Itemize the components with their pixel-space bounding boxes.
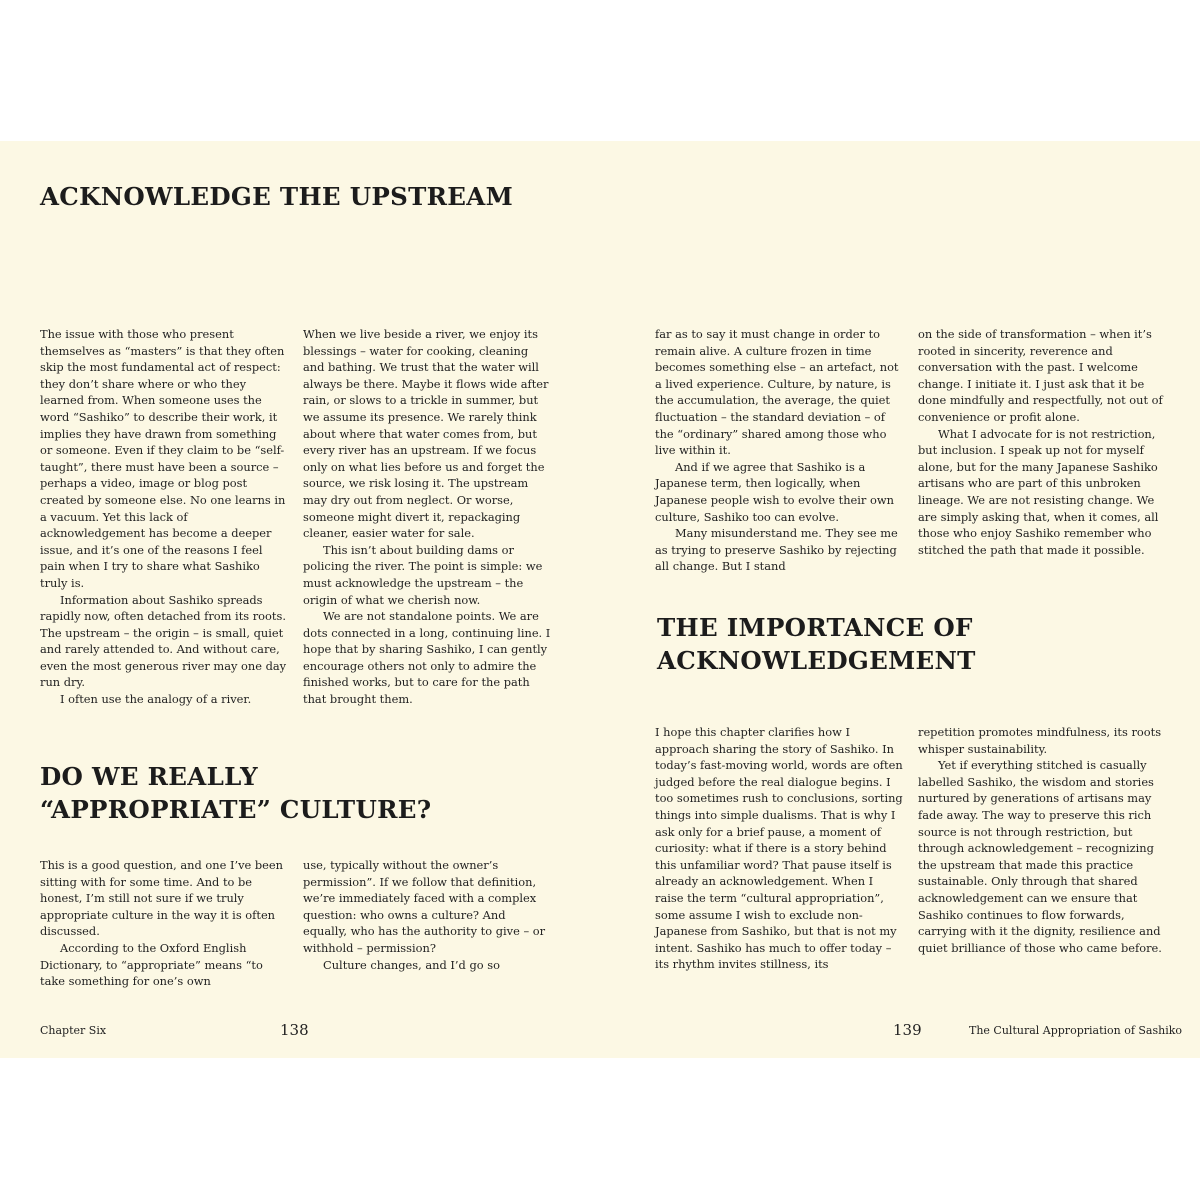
right-section3-column1 <box>655 724 905 973</box>
paragraph: What I advocate for is not restriction, but inclusion. I speak up not for myself alone, but for the many Japanese Sashiko artisans who are part of this unbroken lineage. We are not resisting change. We are simply asking that, when it comes, all those who enjoy Sashiko remember who stitched the path that made it possible. <box>918 426 1159 557</box>
paragraph: I hope this chapter clarifies how I approach sharing the story of Sashiko. In today’s fast-moving world, words are often judged before the real dialogue begins. I too sometimes rush to conclusions, sorting things into simple dualisms. That is why I ask only for a brief pause, a moment of curiosity: what if there is a story behind this unfamiliar word? That pause itself is already an acknowledgement. When I raise the term “cultural appropriation”, some assume I wish to exclude non-Japanese from Sashiko, but that is not my intent. Sashiko has much to offer today – its rhythm invites stillness, its <box>655 725 903 972</box>
heading-importance-of-acknowledgement <box>657 611 976 677</box>
left-section2-column2 <box>303 857 553 973</box>
page-number-right: 139 <box>893 1021 922 1039</box>
left-section1-column1 <box>40 326 290 708</box>
paragraph: Information about Sashiko spreads rapidly now, often detached from its roots. The upstream – the origin – is small, quiet and rarely attended to. And without care, even the most generous river may one day run dry. <box>40 592 287 690</box>
book-spread <box>0 141 1200 1058</box>
page-number-left: 138 <box>280 1021 309 1039</box>
paragraph: This is a good question, and one I’ve been sitting with for some time. And to be honest, I’m still not sure if we truly appropriate culture in the way it is often discussed. <box>40 858 283 939</box>
paragraph: We are not standalone points. We are dots connected in a long, continuing line. I hope that by sharing Sashiko, I can gently encourage others not only to admire the finished works, but to care for the path that brought them. <box>303 609 551 707</box>
heading-do-we-really <box>40 760 431 826</box>
paragraph: According to the Oxford English Dictionary, to “appropriate” means “to take something for one’s own <box>40 940 263 989</box>
heading-line: THE IMPORTANCE OF <box>657 613 973 642</box>
footer-book-title: The Cultural Appropriation of Sashiko <box>969 1024 1183 1037</box>
right-section3-column2 <box>918 724 1168 956</box>
left-section2-column1 <box>40 857 290 990</box>
paragraph: repetition promotes mindfulness, its roots whisper sustainability. <box>918 725 1162 756</box>
paragraph: far as to say it must change in order to remain alive. A culture frozen in time becomes something else – an artefact, not a lived experience. Culture, by nature, is the accumulation, the average, the quiet fluctuation – the standard deviation – of the “ordinary” shared among those who live within it. <box>655 327 899 458</box>
heading-acknowledge-the-upstream: ACKNOWLEDGE THE UPSTREAM <box>40 182 513 211</box>
paragraph: When we live beside a river, we enjoy its blessings – water for cooking, cleaning and bathing. We trust that the water will always be there. Maybe it flows wide after rain, or slows to a trickle in summer, but we assume its presence. We rarely think about where that water comes from, but every river has an upstream. If we focus only on what lies before us and forget the source, we risk losing it. The upstream may dry out from neglect. Or worse, someone might divert it, repackaging cleaner, easier water for sale. <box>303 327 549 541</box>
paragraph: This isn’t about building dams or policing the river. The point is simple: we must acknowledge the upstream – the origin of what we cherish now. <box>303 542 543 607</box>
paragraph: The issue with those who present themselves as “masters” is that they often skip the most fundamental act of respect: they don’t share where or who they learned from. When someone uses the word “Sashiko” to describe their work, it implies they have drawn from something or someone. Even if they claim to be “self-taught”, there must have been a source – perhaps a video, image or blog post created by someone else. No one learns in a vacuum. Yet this lack of acknowledgement has become a deeper issue, and it’s one of the reasons I feel pain when I try to share what Sashiko truly is. <box>40 327 286 590</box>
paragraph: Yet if everything stitched is casually labelled Sashiko, the wisdom and stories nurtured by generations of artisans may fade away. The way to preserve this rich source is not through restriction, but through acknowledgement – recognizing the upstream that made this practice sustainable. Only through that shared acknowledgement can we ensure that Sashiko continues to flow forwards, carrying with it the dignity, resilience and quiet brilliance of those who came before. <box>918 758 1162 955</box>
paragraph: use, typically without the owner’s permission”. If we follow that definition, we’re immediately faced with a complex question: who owns a culture? And equally, who has the authority to give – or withhold – permission? <box>303 858 546 955</box>
heading-line: DO WE REALLY <box>40 762 258 791</box>
paragraph: I often use the analogy of a river. <box>60 692 252 707</box>
paragraph: on the side of transformation – when it’s rooted in sincerity, reverence and conversation with the past. I welcome change. I initiate it. I just ask that it be done mindfully and respectfully, not out of convenience or profit alone. <box>918 327 1163 424</box>
right-top-column2 <box>918 326 1168 558</box>
paragraph: Culture changes, and I’d go so <box>323 957 500 972</box>
heading-line: “APPROPRIATE” CULTURE? <box>40 795 432 824</box>
left-section1-column2 <box>303 326 553 708</box>
footer-chapter-label: Chapter Six <box>40 1024 107 1037</box>
paragraph: Many misunderstand me. They see me as trying to preserve Sashiko by rejecting all change. But I stand <box>655 526 898 574</box>
right-top-column1 <box>655 326 905 575</box>
heading-line: ACKNOWLEDGEMENT <box>657 646 976 675</box>
paragraph: And if we agree that Sashiko is a Japanese term, then logically, when Japanese people wish to evolve their own culture, Sashiko too can evolve. <box>655 459 894 524</box>
